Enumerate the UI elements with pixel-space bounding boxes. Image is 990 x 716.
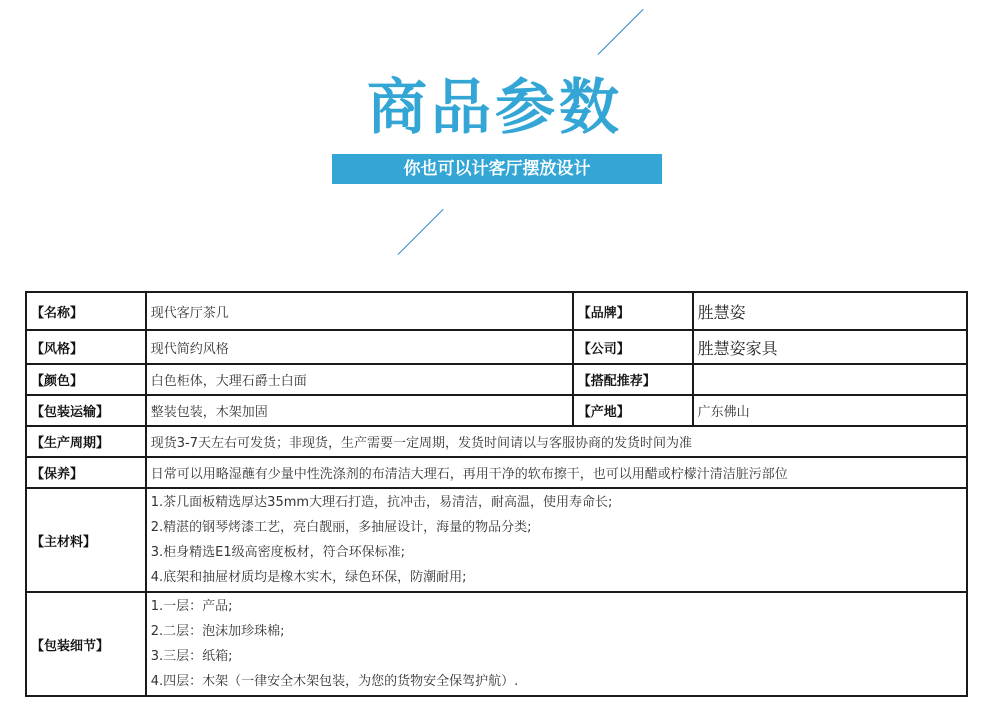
table-row [26, 292, 967, 330]
pack-detail-list [146, 592, 967, 696]
table-row [26, 330, 967, 364]
subtitle-banner: 你也可以计客厅摆放设计 [332, 154, 662, 184]
table-row [26, 395, 967, 426]
page-title: 商品参数 [367, 73, 623, 143]
cycle-label: 【生产周期】 [26, 426, 146, 457]
origin-label: 【产地】 [573, 395, 693, 426]
origin-value: 广东佛山 [693, 395, 967, 426]
company-label: 【公司】 [573, 330, 693, 364]
care-value: 日常可以用略湿蘸有少量中性洗涤剂的布清洁大理石，再用干净的软布擦干，也可以用醋或柠檬汁清洁脏污部位 [146, 457, 967, 488]
list-item: 4.四层：木架（一律安全木架包装，为您的货物安全保驾护航）. [150, 674, 519, 689]
name-value: 现代客厅茶几 [146, 292, 573, 330]
match-value [693, 364, 967, 395]
list-item: 2.二层：泡沫加珍珠棉; [150, 624, 285, 639]
company-value: 胜慧姿家具 [693, 330, 967, 364]
pack-detail-label: 【包装细节】 [26, 592, 146, 696]
packing-label: 【包装运输】 [26, 395, 146, 426]
name-label: 【名称】 [26, 292, 146, 330]
color-value: 白色柜体，大理石爵士白面 [146, 364, 573, 395]
list-item: 2.精湛的钢琴烤漆工艺，亮白靓丽，多抽屉设计，海量的物品分类; [150, 520, 532, 535]
list-item: 4.底架和抽屉材质均是橡木实木，绿色环保，防潮耐用; [150, 570, 467, 585]
material-list [146, 488, 967, 592]
table-row [26, 457, 967, 488]
table-row [26, 488, 967, 592]
brand-value: 胜慧姿 [693, 292, 967, 330]
list-item: 3.柜身精选E1级高密度板材，符合环保标准; [150, 545, 406, 560]
decorative-line-bottom [398, 209, 444, 255]
match-label: 【搭配推荐】 [573, 364, 693, 395]
list-item: 1.茶几面板精选厚达35mm大理石打造，抗冲击，易清洁，耐高温，使用寿命长; [150, 495, 613, 510]
packing-value: 整装包装，木架加固 [146, 395, 573, 426]
care-label: 【保养】 [26, 457, 146, 488]
table-row [26, 592, 967, 696]
style-label: 【风格】 [26, 330, 146, 364]
list-item: 3.三层：纸箱; [150, 649, 233, 664]
material-label: 【主材料】 [26, 488, 146, 592]
table-row [26, 364, 967, 395]
style-value: 现代简约风格 [146, 330, 573, 364]
table-row [26, 426, 967, 457]
color-label: 【颜色】 [26, 364, 146, 395]
cycle-value: 现货3-7天左右可发货；非现货，生产需要一定周期，发货时间请以与客服协商的发货时间为准 [146, 426, 967, 457]
spec-table [25, 291, 968, 697]
list-item: 1.一层：产品; [150, 599, 233, 614]
brand-label: 【品牌】 [573, 292, 693, 330]
decorative-line-top [598, 9, 644, 55]
